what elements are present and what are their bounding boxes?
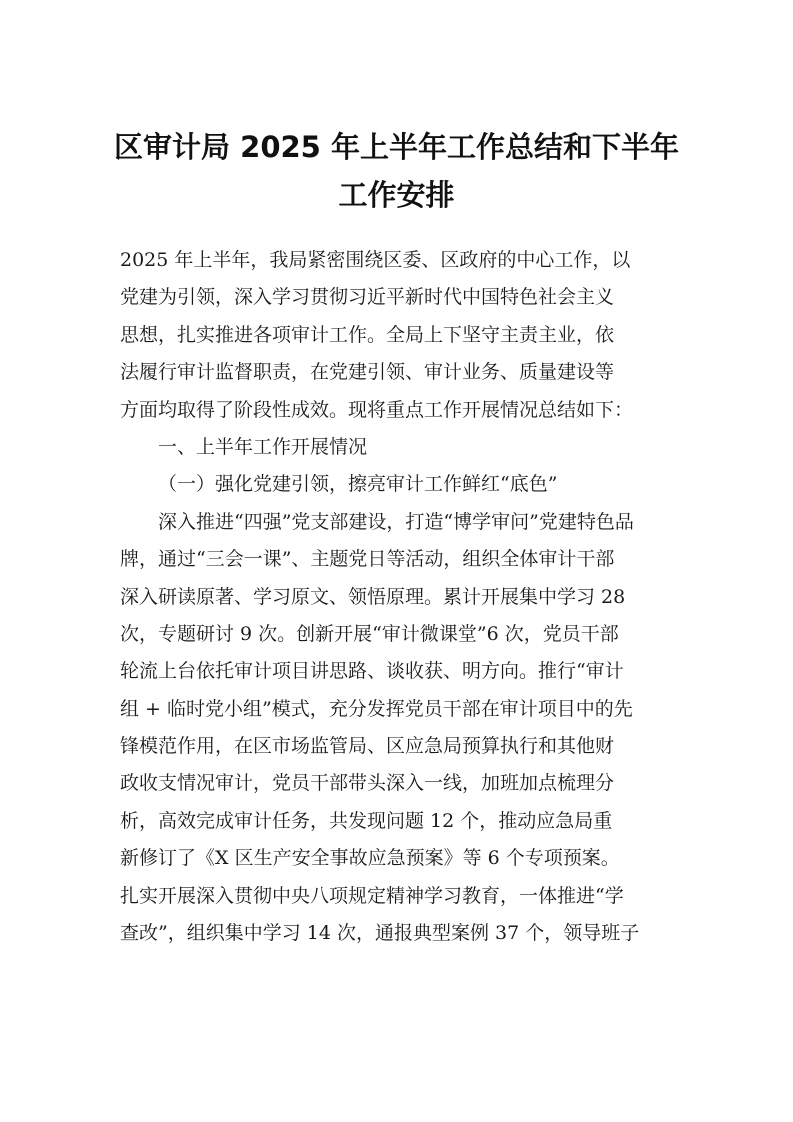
body-line: 锋模范作用，在区市场监管局、区应急局预算执行和其他财 [120, 735, 615, 758]
title-line-2: 工作安排 [338, 178, 455, 212]
body-line: 深入推进“四强”党支部建设，打造“博学审问”党建特色品 [158, 510, 634, 533]
body-line: 组 + 临时党小组”模式，充分发挥党员干部在审计项目中的先 [120, 697, 633, 720]
body-line: 次，专题研讨 9 次。创新开展“审计微课堂”6 次，党员干部 [120, 622, 619, 645]
body-line: 思想，扎实推进各项审计工作。全局上下坚守主责主业，依 [120, 323, 615, 346]
body-line: 政收支情况审计，党员干部带头深入一线，加班加点梳理分 [120, 772, 615, 795]
title-line-1: 区审计局 2025 年上半年工作总结和下半年 [114, 130, 679, 164]
body-line: 法履行审计监督职责，在党建引领、审计业务、质量建设等 [120, 361, 615, 384]
body-line: 深入研读原著、学习原文、领悟原理。累计开展集中学习 28 [120, 585, 626, 608]
body-line: （一）强化党建引领，擦亮审计工作鲜红“底色” [158, 473, 558, 496]
body-line: 析，高效完成审计任务，共发现问题 12 个，推动应急局重 [120, 809, 613, 832]
body-line: 一、上半年工作开展情况 [158, 435, 368, 458]
document-title [100, 123, 693, 219]
body-line: 党建为引领，深入学习贯彻习近平新时代中国特色社会主义 [120, 286, 615, 309]
body-line: 轮流上台依托审计项目讲思路、谈收获、明方向。推行“审计 [120, 660, 624, 683]
body-line: 方面均取得了阶段性成效。现将重点工作开展情况总结如下： [120, 398, 634, 421]
body-line: 扎实开展深入贯彻中央八项规定精神学习教育，一体推进“学 [120, 884, 624, 907]
document-body [120, 242, 680, 952]
body-line: 牌，通过“三会一课”、主题党日等活动，组织全体审计干部 [120, 548, 615, 571]
body-line: 查改”，组织集中学习 14 次，通报典型案例 37 个，领导班子 [120, 922, 640, 945]
body-line: 2025 年上半年，我局紧密围绕区委、区政府的中心工作，以 [120, 249, 631, 271]
body-line: 新修订了《X 区生产安全事故应急预案》等 6 个专项预案。 [120, 847, 620, 870]
